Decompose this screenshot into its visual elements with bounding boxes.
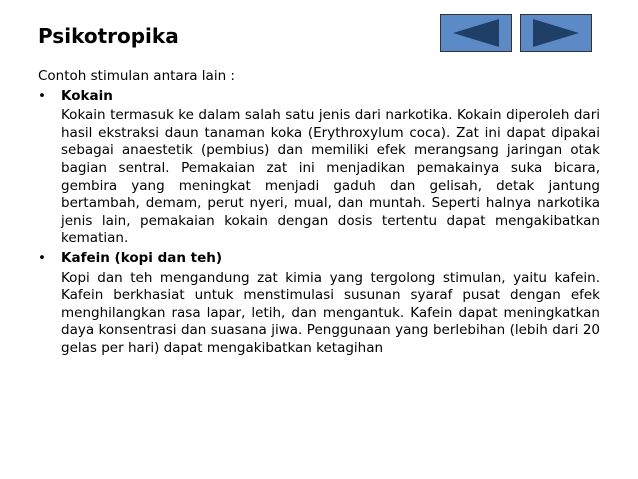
previous-slide-button[interactable] [440,14,512,52]
bullet: • [38,249,46,266]
next-slide-button[interactable] [520,14,592,52]
slide-title: Psikotropika [38,24,179,48]
item-paragraph: Kopi dan teh mengandung zat kimia yang tergolong stimulan, yaitu kafein. Kafein berkhasiat untuk menstimulasi susunan syaraf pusat dengan efek menghilangkan rasa lapar, letih, dan mengantuk. Kafein dapat meningkatkan daya konsentrasi dan suasana jiwa. Penggunaan yang berlebihan (lebih dari 20 gelas per hari) dapat mengakibatkan ketagihan [61,269,600,356]
bullet: • [38,87,46,104]
list-item-kafein [38,250,600,358]
item-heading: Kafein (kopi dan teh) [61,249,223,266]
triangle-right-icon [521,15,591,51]
list-item-kokain [38,88,600,248]
item-paragraph: Kokain termasuk ke dalam salah satu jenis dari narkotika. Kokain diperoleh dari hasil ekstraksi daun tanaman koka (Erythroxylum coca). Zat ini dapat dipakai sebagai anaestetik (pembius) dan memiliki efek merangsang jaringan otak bagian sentral. Pemakaian zat ini menjadikan pemakainya suka bicara, gembira yang meningkat menjadi gaduh dan gelisah, detak jantung bertambah, demam, perut nyeri, mual, dan muntah. Seperti halnya narkotika jenis lain, pemakaian kokain dengan dosis tertentu dapat mengakibatkan kematian. [61,107,600,247]
item-heading: Kokain [61,87,113,104]
slide-body [38,68,600,358]
intro-text: Contoh stimulan antara lain : [38,68,235,84]
triangle-left-icon [441,15,511,51]
